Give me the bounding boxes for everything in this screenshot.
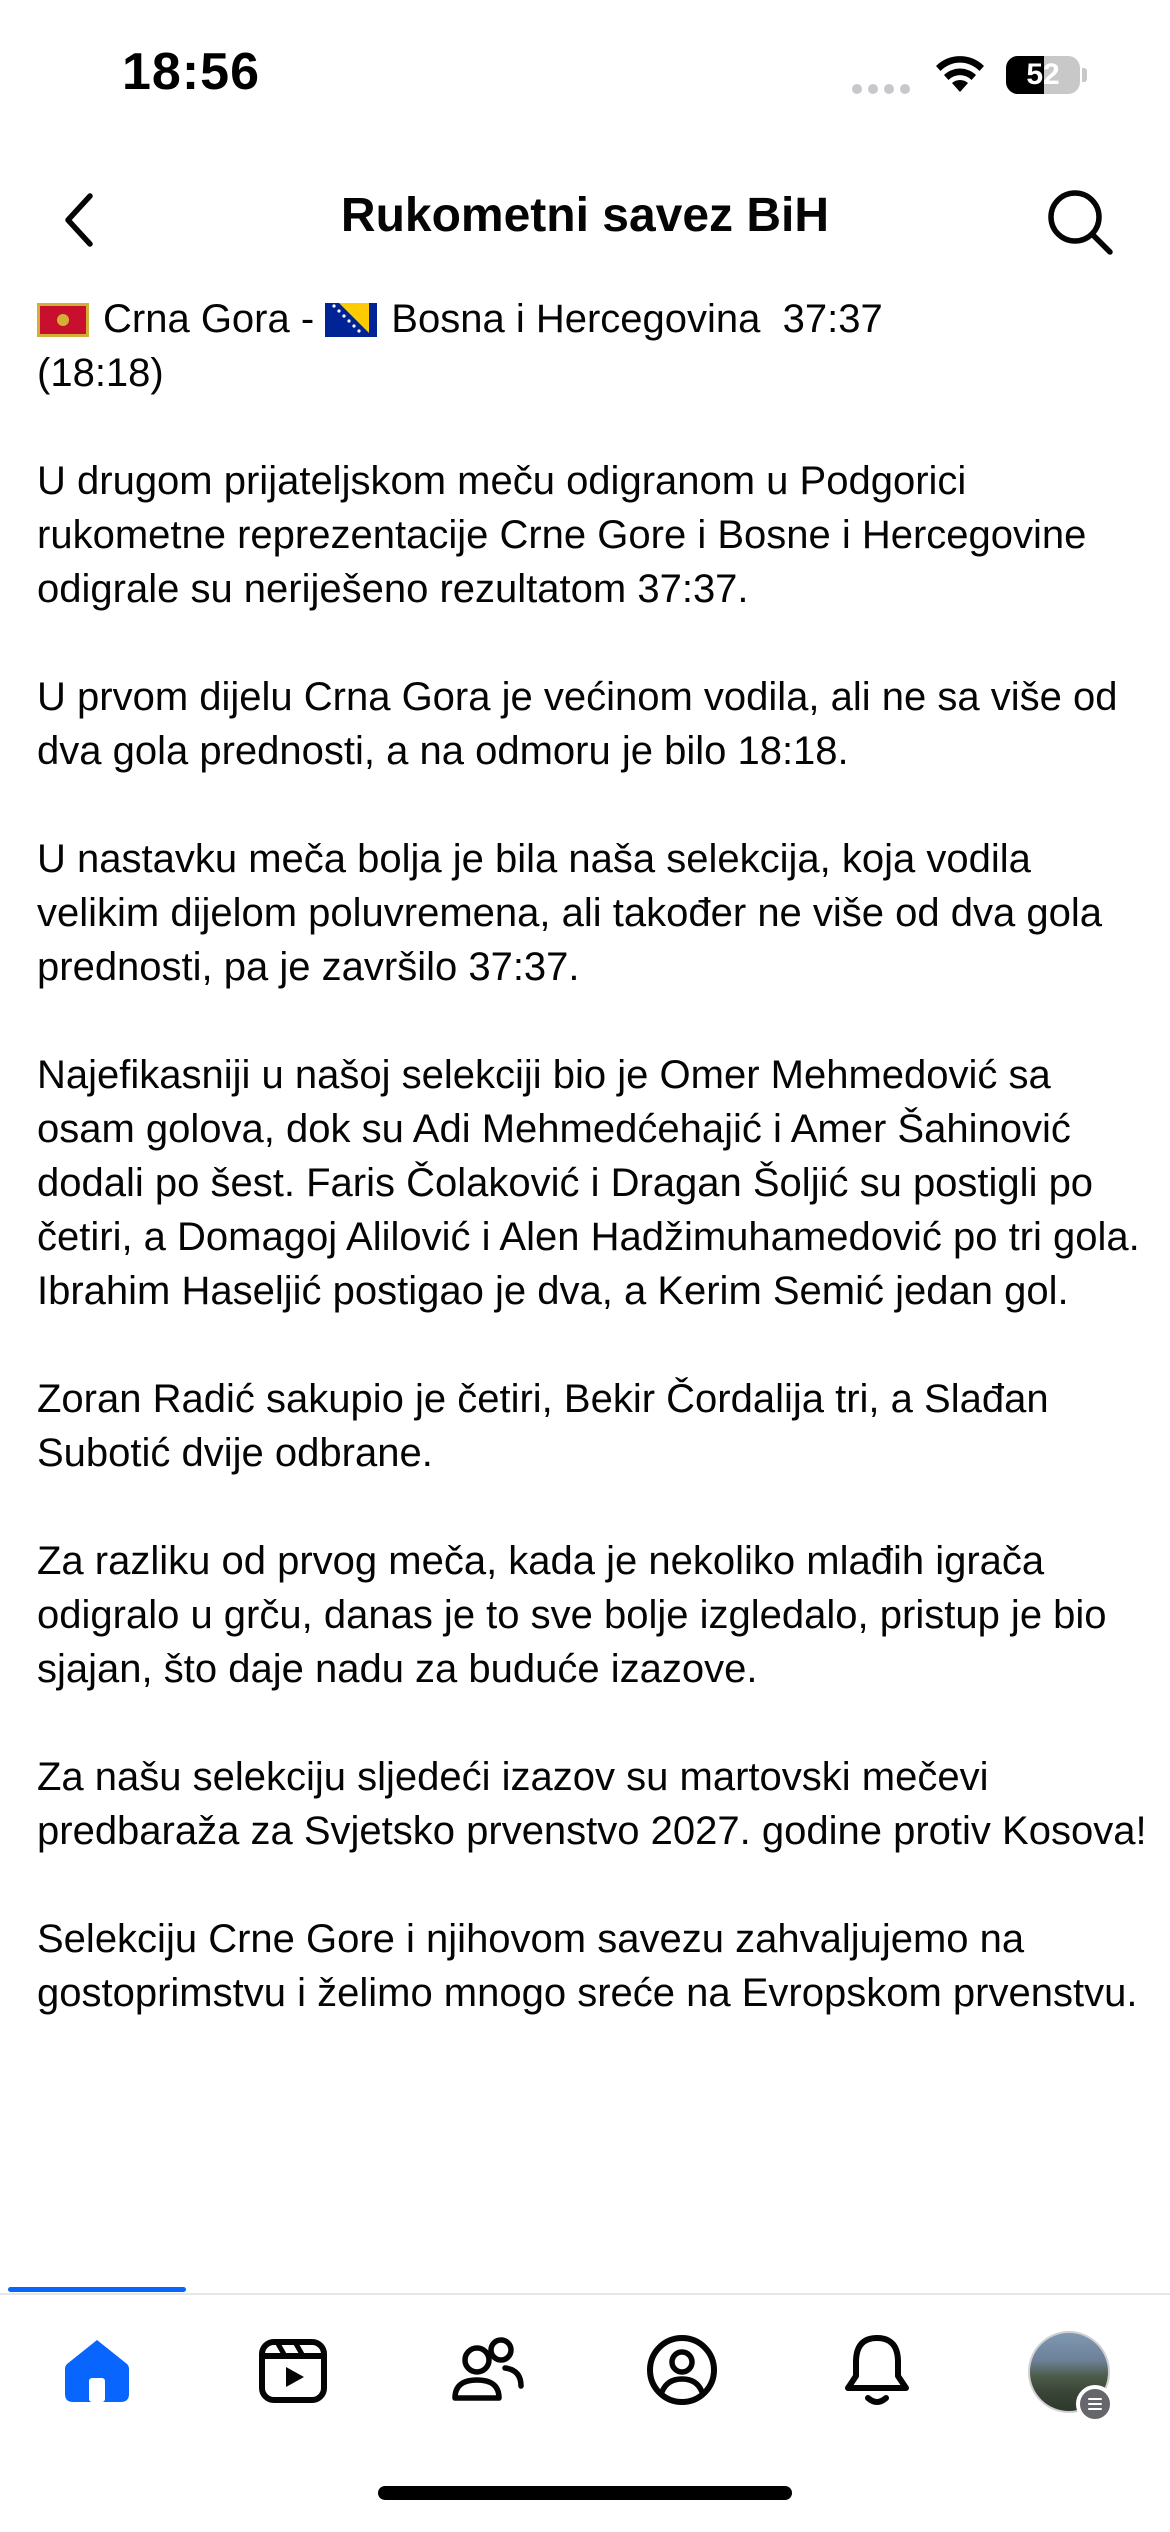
post-paragraph: Selekciju Crne Gore i njihovom savezu zahvaljujemo na gostoprimstvu i želimo mnogo sreće na Evropskom prvenstvu. [37, 1917, 1138, 2015]
wifi-icon [932, 52, 988, 96]
montenegro-flag-icon [37, 303, 89, 337]
video-icon [257, 2334, 329, 2406]
away-team: Bosna i Hercegovina [391, 297, 761, 341]
friends-icon [449, 2334, 525, 2406]
tab-friends[interactable] [442, 2325, 532, 2415]
home-tab-indicator [8, 2287, 186, 2292]
post-paragraph: Za razliku od prvog meča, kada je nekoliko mlađih igrača odigralo u grču, danas je to sve bolje izgledalo, pristup je bio sjajan, što daje nadu za buduće izazove. [37, 1539, 1107, 1691]
search-button[interactable] [1040, 182, 1120, 262]
post-paragraph: U nastavku meča bolja je bila naša selekcija, koja vodila velikim dijelom poluvremena, ali također ne više od dva gola prednosti, pa je završilo 37:37. [37, 837, 1102, 989]
halftime-score: (18:18) [37, 351, 164, 395]
match-score: 37:37 [782, 297, 883, 341]
post-paragraph: Zoran Radić sakupio je četiri, Bekir Čordalija tri, a Slađan Subotić dvije odbrane. [37, 1377, 1049, 1475]
post-paragraph: Za našu selekciju sljedeći izazov su martovski mečevi predbaraža za Svjetsko prvenstvo 2027. godine protiv Kosova! [37, 1755, 1147, 1853]
tab-notifications[interactable] [832, 2325, 922, 2415]
home-indicator [378, 2486, 792, 2500]
home-icon [61, 2334, 133, 2406]
profile-icon [645, 2333, 719, 2407]
menu-badge-icon [1076, 2385, 1114, 2423]
bosnia-flag-icon [325, 303, 377, 337]
page-title: Rukometni savez BiH [340, 189, 830, 242]
post-paragraph: U drugom prijateljskom meču odigranom u Podgorici rukometne reprezentacije Crne Gore i Bosne i Hercegovine odigrale su neriješeno rezultatom 37:37. [37, 459, 1087, 611]
battery-icon [1006, 56, 1080, 94]
tab-home[interactable] [52, 2325, 142, 2415]
cellular-signal-icon [852, 84, 910, 94]
team-separator: - [289, 297, 326, 341]
bottom-nav [0, 2295, 1170, 2445]
post-paragraph: U prvom dijelu Crna Gora je većinom vodila, ali ne sa više od dva gola prednosti, a na odmoru je bilo 18:18. [37, 675, 1118, 773]
page-header [0, 160, 1170, 280]
home-team: Crna Gora [103, 297, 290, 341]
search-icon [1044, 186, 1116, 258]
battery-level: 52 [1026, 58, 1060, 91]
status-bar [0, 0, 1170, 150]
match-line [37, 292, 1147, 400]
bell-icon [842, 2332, 912, 2408]
post-body [37, 292, 1147, 2284]
status-time: 18:56 [122, 43, 260, 101]
battery-cap [1082, 68, 1087, 82]
tab-profile[interactable] [637, 2325, 727, 2415]
tab-video[interactable] [248, 2325, 338, 2415]
post-paragraph: Najefikasniji u našoj selekciji bio je Omer Mehmedović sa osam golova, dok su Adi Mehmedćehajić i Amer Šahinović dodali po šest. Faris Čolaković i Dragan Šoljić su postigli po četiri, a Domagoj Alilović i Alen Hadžimuhamedović po tri gola. Ibrahim Haseljić postigao je dva, a Kerim Semić jedan gol. [37, 1053, 1140, 1313]
